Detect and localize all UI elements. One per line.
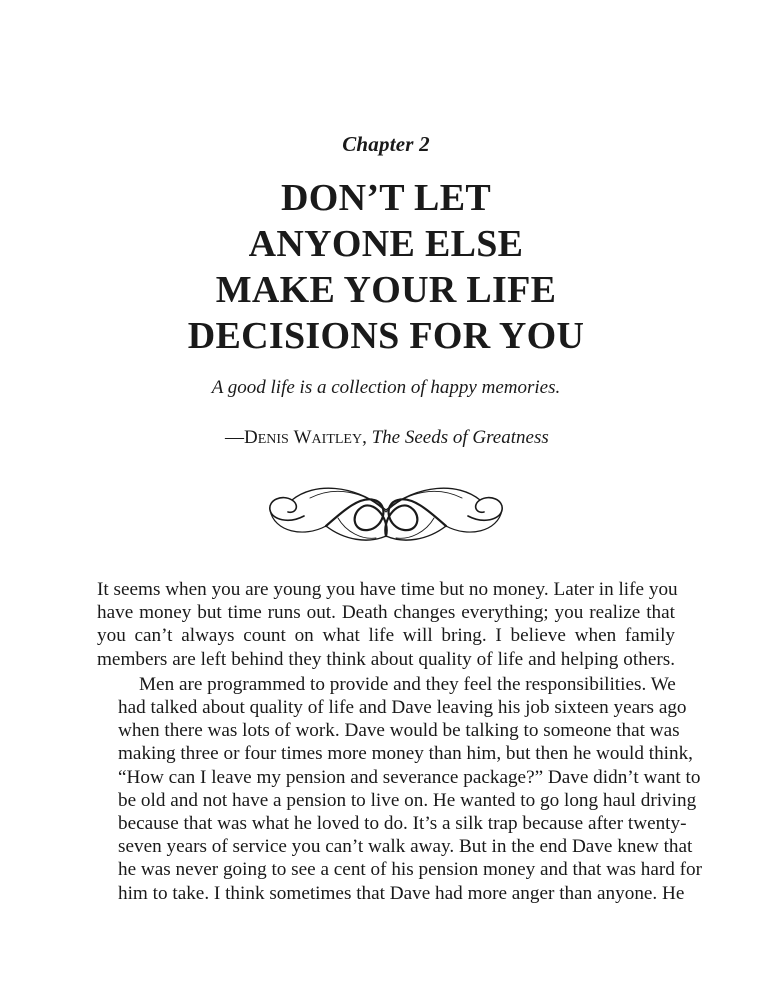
text-line: It seems when you are young you have time but no money. Later in life you (97, 579, 678, 600)
text-line: Men are programmed to provide and they feel the responsibilities. We (139, 673, 676, 695)
flourish-ornament-icon (264, 480, 508, 552)
text-line: him to take. I think sometimes that Dave had more anger than anyone. He (118, 882, 685, 904)
text-line: when there was lots of work. Dave would be talking to someone that was (118, 720, 680, 742)
author-first-rest: ENIS (257, 432, 289, 447)
text-line: making three or four times more money than him, but then he would think, (118, 743, 693, 765)
paragraph (97, 578, 678, 671)
author-first-initial: D (244, 427, 258, 448)
text-line: “How can I leave my pension and severance package?” Dave didn’t want to (118, 766, 701, 788)
paragraph (97, 673, 702, 905)
text-line: had talked about quality of life and Dave leaving his job sixteen years ago (118, 697, 687, 719)
text-line: be old and not have a pension to live on. He wanted to go long haul driving (118, 789, 697, 811)
chapter-title-line: MAKE YOUR LIFE (215, 269, 557, 311)
epigraph-quote: A good life is a collection of happy memories. (211, 377, 561, 398)
attribution-dash: — (225, 427, 244, 448)
chapter-title-line: ANYONE ELSE (248, 223, 524, 265)
chapter-title-line: DECISIONS FOR YOU (187, 315, 585, 357)
chapter-title-line: DON’T LET (281, 177, 491, 219)
epigraph-source: The Seeds of Greatness (371, 427, 549, 448)
attribution-separator: , (362, 427, 367, 448)
epigraph-attribution (225, 427, 772, 449)
chapter-label: Chapter 2 (342, 132, 430, 156)
body-text (97, 578, 702, 905)
text-line: because that was what he loved to do. It’s a silk trap because after twenty- (118, 813, 687, 835)
text-line: you can’t always count on what life will bring. I believe when family (97, 625, 675, 647)
author-last-rest: AITLEY (311, 432, 363, 447)
text-line: he was never going to see a cent of his pension money and that was hard for (118, 859, 702, 881)
chapter-title (0, 175, 772, 359)
text-line: members are left behind they think about quality of life and helping others. (97, 648, 675, 670)
text-line: seven years of service you can’t walk away. But in the end Dave knew that (118, 836, 693, 858)
author-last-initial: W (293, 427, 312, 448)
text-line: have money but time runs out. Death changes everything; you realize that (97, 602, 675, 624)
